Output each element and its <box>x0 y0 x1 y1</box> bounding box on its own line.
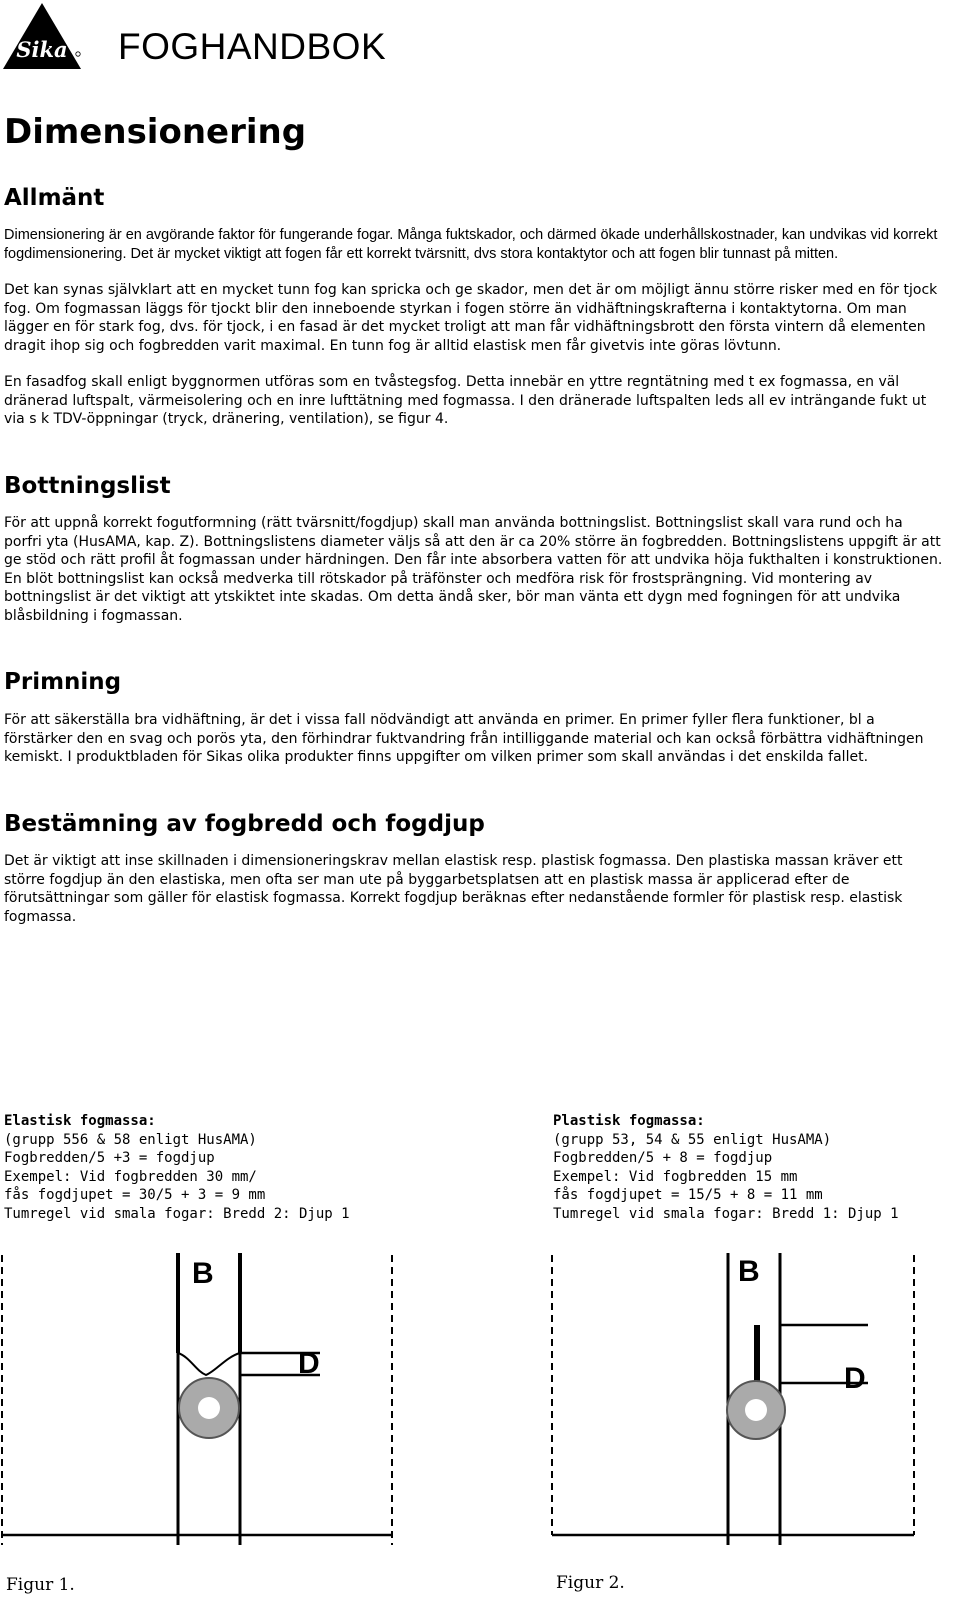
primning-paragraph: För att säkerställa bra vidhäftning, är det i vissa fall nödvändigt att använda en primer. En primer fyller flera funktioner, bl a förstärker den en svag och porös yta, den förhindrar fuktvandring från intilliggande material och kan också förbättra vidhäftningen kemiskt. I produktbladen för Sikas olika produkter finns uppgifter om vilken primer som skall användas i det enskilda fallet. <box>4 712 924 766</box>
section-heading-primning: Primning <box>4 669 122 696</box>
bottningslist-paragraph: För att uppnå korrekt fogutformning (rätt tvärsnitt/fogdjup) skall man använda bottningslist. Bottningslist skall vara rund och ha porfri yta (HusAMA, kap. Z). Bottningslistens diameter väljs så att den är ca 20% större än fogbredden. Bottningslistens uppgift är att ge stöd och rätt profil åt fogmassan under härdningen. Den får inte absorbera vatten för att undvika höja fukthalten i konstruktionen. En blöt bottningslist kan också medverka till rötskador på träfönster och medföra risk för frostsprängning. Vid montering av bottningslist är det viktigt att ytskiktet inte skadas. Om detta ändå sker, bör man vänta ett dygn med fogningen för att undvika blåsbildning i fogmassan. <box>4 515 943 624</box>
figure-1-caption: Figur 1. <box>6 1575 75 1595</box>
main-content <box>4 112 944 926</box>
sika-logo <box>2 2 82 70</box>
allmant-paragraph-2: Det kan synas självklart att en mycket tunn fog kan spricka och ge skador, men det är om möjligt ännu större risker med en för tjock fog. Om fogmassan läggs för tjockt blir den inneboende styrkan i fogen större än vidhäftningskrafterna i kontaktytorna. Om man lägger en för stark fog, dvs. för tjock, i en fasad är det mycket troligt att man får vidhäftningsbrott den första vintern då elementen dragit ihop sig och fogbredden varit maximal. En tunn fog är alltid elastisk men får givetvis inte göras lövtunn. <box>4 282 938 354</box>
section-heading-allmant: Allmänt <box>4 184 105 211</box>
allmant-intro <box>4 226 944 263</box>
formula-line: (grupp 556 & 58 enligt HusAMA) <box>4 1131 257 1148</box>
label-b: B <box>192 1257 214 1290</box>
label-d: D <box>298 1347 320 1380</box>
formula-line: Exempel: Vid fogbredden 30 mm/ <box>4 1168 257 1185</box>
allmant-paragraph-1: Dimensionering är en avgörande faktor för fungerande fogar. Många fuktskador, och därmed ökade underhållskostnader, kan undvikas vid korrekt fogdimensionering. Det är mycket viktigt att fogen får ett korrekt tvärsnitt, dvs stora kontaktytor och att fogen blir tunnast på mitten. <box>4 227 938 262</box>
formula-plastisk <box>553 1112 960 1223</box>
formula-title: Plastisk fogmassa: <box>553 1113 705 1129</box>
formula-title: Elastisk fogmassa: <box>4 1113 156 1129</box>
label-b: B <box>738 1255 760 1288</box>
figure-1-drawing <box>0 1245 400 1600</box>
page-header <box>0 0 960 80</box>
allmant-paragraph-3: En fasadfog skall enligt byggnormen utföras som en tvåstegsfog. Detta innebär en yttre regntätning med t ex fogmassa, en väl dränerad luftspalt, värmeisolering och en inre lufttätning med fogmassa. I den dränerade luftspalten leds all ev inträngande fukt ut via s k TDV-öppningar (tryck, dränering, ventilation), se figur 4. <box>4 374 927 428</box>
figure-2-caption: Figur 2. <box>556 1573 625 1593</box>
formula-line: Tumregel vid smala fogar: Bredd 1: Djup 1 <box>553 1205 899 1222</box>
page-title: Dimensionering <box>4 112 307 152</box>
label-d: D <box>844 1362 866 1395</box>
formula-line: Tumregel vid smala fogar: Bredd 2: Djup 1 <box>4 1205 350 1222</box>
figure-1 <box>0 1245 400 1600</box>
formula-line: Fogbredden/5 +3 = fogdjup <box>4 1150 215 1166</box>
brand-title: FOGHANDBOK <box>118 26 387 67</box>
section-heading-bestamning: Bestämning av fogbredd och fogdjup <box>4 810 485 837</box>
formula-elastisk <box>4 1112 424 1223</box>
bestamning-paragraph: Det är viktigt att inse skillnaden i dimensioneringskrav mellan elastisk resp. plastisk fogmassa. Den plastiska massan kräver ett större fogdjup än den elastiska, men ofta ser man ute på byggarbetsplatsen att en plastisk massa är applicerad efter de förutsättningar som gäller för elastisk fogmassa. Korrekt fogdjup beräknas efter nedanstående formler för plastisk resp. elastisk fogmassa. <box>4 853 903 925</box>
formula-block <box>4 1112 944 1232</box>
logo-text: Sika <box>16 37 68 62</box>
formula-line: fås fogdjupet = 30/5 + 3 = 9 mm <box>4 1187 266 1203</box>
formula-line: fås fogdjupet = 15/5 + 8 = 11 mm <box>553 1187 823 1203</box>
formula-line: Exempel: Vid fogbredden 15 mm <box>553 1168 798 1185</box>
figure-2-drawing <box>548 1245 938 1600</box>
figure-2 <box>548 1245 938 1600</box>
formula-line: (grupp 53, 54 & 55 enligt HusAMA) <box>553 1131 832 1148</box>
formula-line: Fogbredden/5 + 8 = fogdjup <box>553 1150 773 1166</box>
section-heading-bottningslist: Bottningslist <box>4 472 171 499</box>
